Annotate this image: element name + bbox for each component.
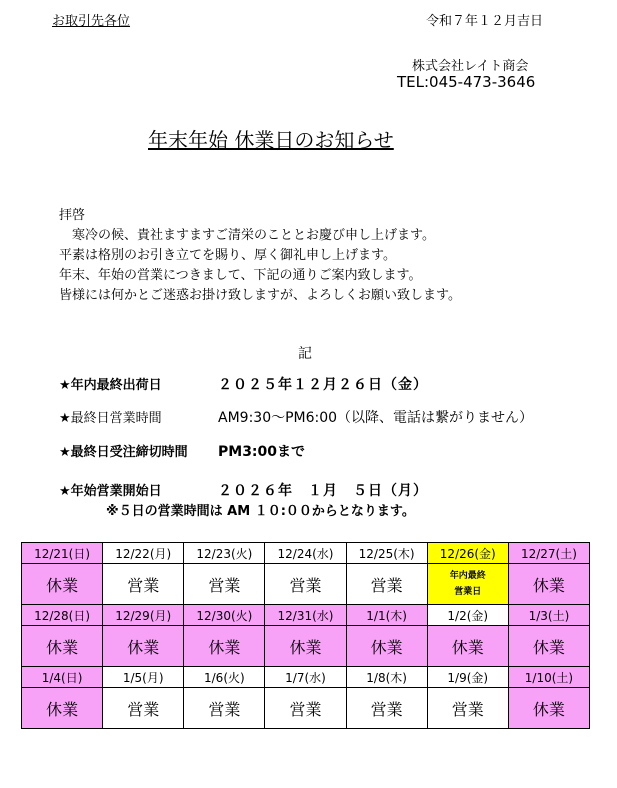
- calendar-status-cell: 営業: [184, 564, 265, 605]
- calendar-date-cell: 12/26(金): [427, 543, 508, 564]
- calendar-date-cell: 1/10(土): [508, 667, 589, 688]
- ki-heading: 記: [298, 346, 312, 362]
- calendar-date-cell: 1/5(月): [103, 667, 184, 688]
- calendar-status-cell: 休業: [22, 626, 103, 667]
- calendar-status-cell: 営業: [103, 688, 184, 729]
- calendar-status-cell: 営業: [265, 688, 346, 729]
- telephone-number: TEL:045-473-3646: [397, 73, 536, 91]
- notice-item-label: ★年内最終出荷日: [59, 378, 162, 393]
- calendar-date-cell: 12/24(水): [265, 543, 346, 564]
- hours-note: ※５日の営業時間は AM １０:００からとなります。: [106, 504, 415, 519]
- letter-body: [59, 206, 461, 306]
- recipient-line: お取引先各位: [52, 14, 131, 29]
- notice-item-label: ★最終日受注締切時間: [59, 445, 188, 460]
- calendar-date-cell: 12/29(月): [103, 605, 184, 626]
- body-line-3: 年末、年始の営業につきまして、下記の通りご案内致します。: [59, 268, 422, 283]
- calendar-date-row: [22, 667, 590, 688]
- notice-item-new-year-start: [59, 480, 428, 499]
- notice-item-label: ★年始営業開始日: [59, 484, 162, 499]
- calendar-status-cell: 営業: [427, 688, 508, 729]
- calendar-date-cell: 12/25(木): [346, 543, 427, 564]
- calendar-date-cell: 1/3(土): [508, 605, 589, 626]
- calendar-date-cell: 12/22(月): [103, 543, 184, 564]
- calendar-date-cell: 1/7(水): [265, 667, 346, 688]
- calendar-status-cell: 休業: [265, 626, 346, 667]
- calendar-date-cell: 1/8(木): [346, 667, 427, 688]
- calendar-date-cell: 1/4(日): [22, 667, 103, 688]
- calendar-status-cell: 休業: [184, 626, 265, 667]
- calendar-status-cell: 休業: [22, 564, 103, 605]
- calendar-status-cell: 営業: [346, 688, 427, 729]
- calendar-date-row: [22, 605, 590, 626]
- calendar-status-cell: 年内最終 営業日: [427, 564, 508, 605]
- issue-date: 令和７年１２月吉日: [426, 14, 544, 29]
- holiday-calendar: [21, 542, 590, 729]
- calendar-status-cell: 営業: [265, 564, 346, 605]
- page-title: 年末年始 休業日のお知らせ: [148, 128, 394, 152]
- calendar-status-cell: 休業: [427, 626, 508, 667]
- notice-item-last-shipping: [59, 374, 428, 393]
- notice-item-value: AM9:30～PM6:00（以降、電話は繋がりません）: [218, 410, 534, 426]
- calendar-date-cell: 1/2(金): [427, 605, 508, 626]
- calendar-date-cell: 12/31(水): [265, 605, 346, 626]
- calendar-date-cell: 1/1(木): [346, 605, 427, 626]
- calendar-date-row: [22, 543, 590, 564]
- company-name: 株式会社レイト商会: [412, 59, 529, 74]
- calendar-status-cell: 営業: [103, 564, 184, 605]
- calendar-date-cell: 12/21(日): [22, 543, 103, 564]
- body-line-2: 平素は格別のお引き立てを賜り、厚く御礼申し上げます。: [59, 248, 396, 263]
- calendar-status-row: [22, 626, 590, 667]
- body-line-4: 皆様には何かとご迷惑お掛け致しますが、よろしくお願い致します。: [59, 288, 461, 303]
- notice-item-value: ２０２５年１２月２６日（金）: [218, 377, 428, 393]
- calendar-status-row: [22, 564, 590, 605]
- calendar-status-cell: 休業: [22, 688, 103, 729]
- body-line-1: 寒冷の候、貴社ますますご清栄のこととお慶び申し上げます。: [59, 228, 435, 243]
- calendar-date-cell: 12/30(火): [184, 605, 265, 626]
- calendar-date-cell: 12/23(火): [184, 543, 265, 564]
- calendar-status-cell: 休業: [508, 688, 589, 729]
- calendar-date-cell: 12/28(日): [22, 605, 103, 626]
- notice-item-order-cutoff: [59, 441, 306, 460]
- calendar-status-cell: 休業: [508, 626, 589, 667]
- notice-item-value: PM3:00まで: [218, 444, 306, 460]
- calendar-status-cell: 営業: [346, 564, 427, 605]
- notice-item-last-hours: [59, 407, 534, 426]
- calendar-status-cell: 休業: [508, 564, 589, 605]
- calendar-status-cell: 休業: [346, 626, 427, 667]
- calendar-date-cell: 1/9(金): [427, 667, 508, 688]
- notice-item-label: ★最終日営業時間: [59, 411, 162, 426]
- calendar-date-cell: 1/6(火): [184, 667, 265, 688]
- calendar-status-cell: 休業: [103, 626, 184, 667]
- notice-item-value: ２０２６年 １月 ５日（月）: [218, 483, 428, 499]
- body-line-greeting: 拝啓: [59, 208, 86, 223]
- calendar-date-cell: 12/27(土): [508, 543, 589, 564]
- calendar-status-row: [22, 688, 590, 729]
- calendar-status-cell: 営業: [184, 688, 265, 729]
